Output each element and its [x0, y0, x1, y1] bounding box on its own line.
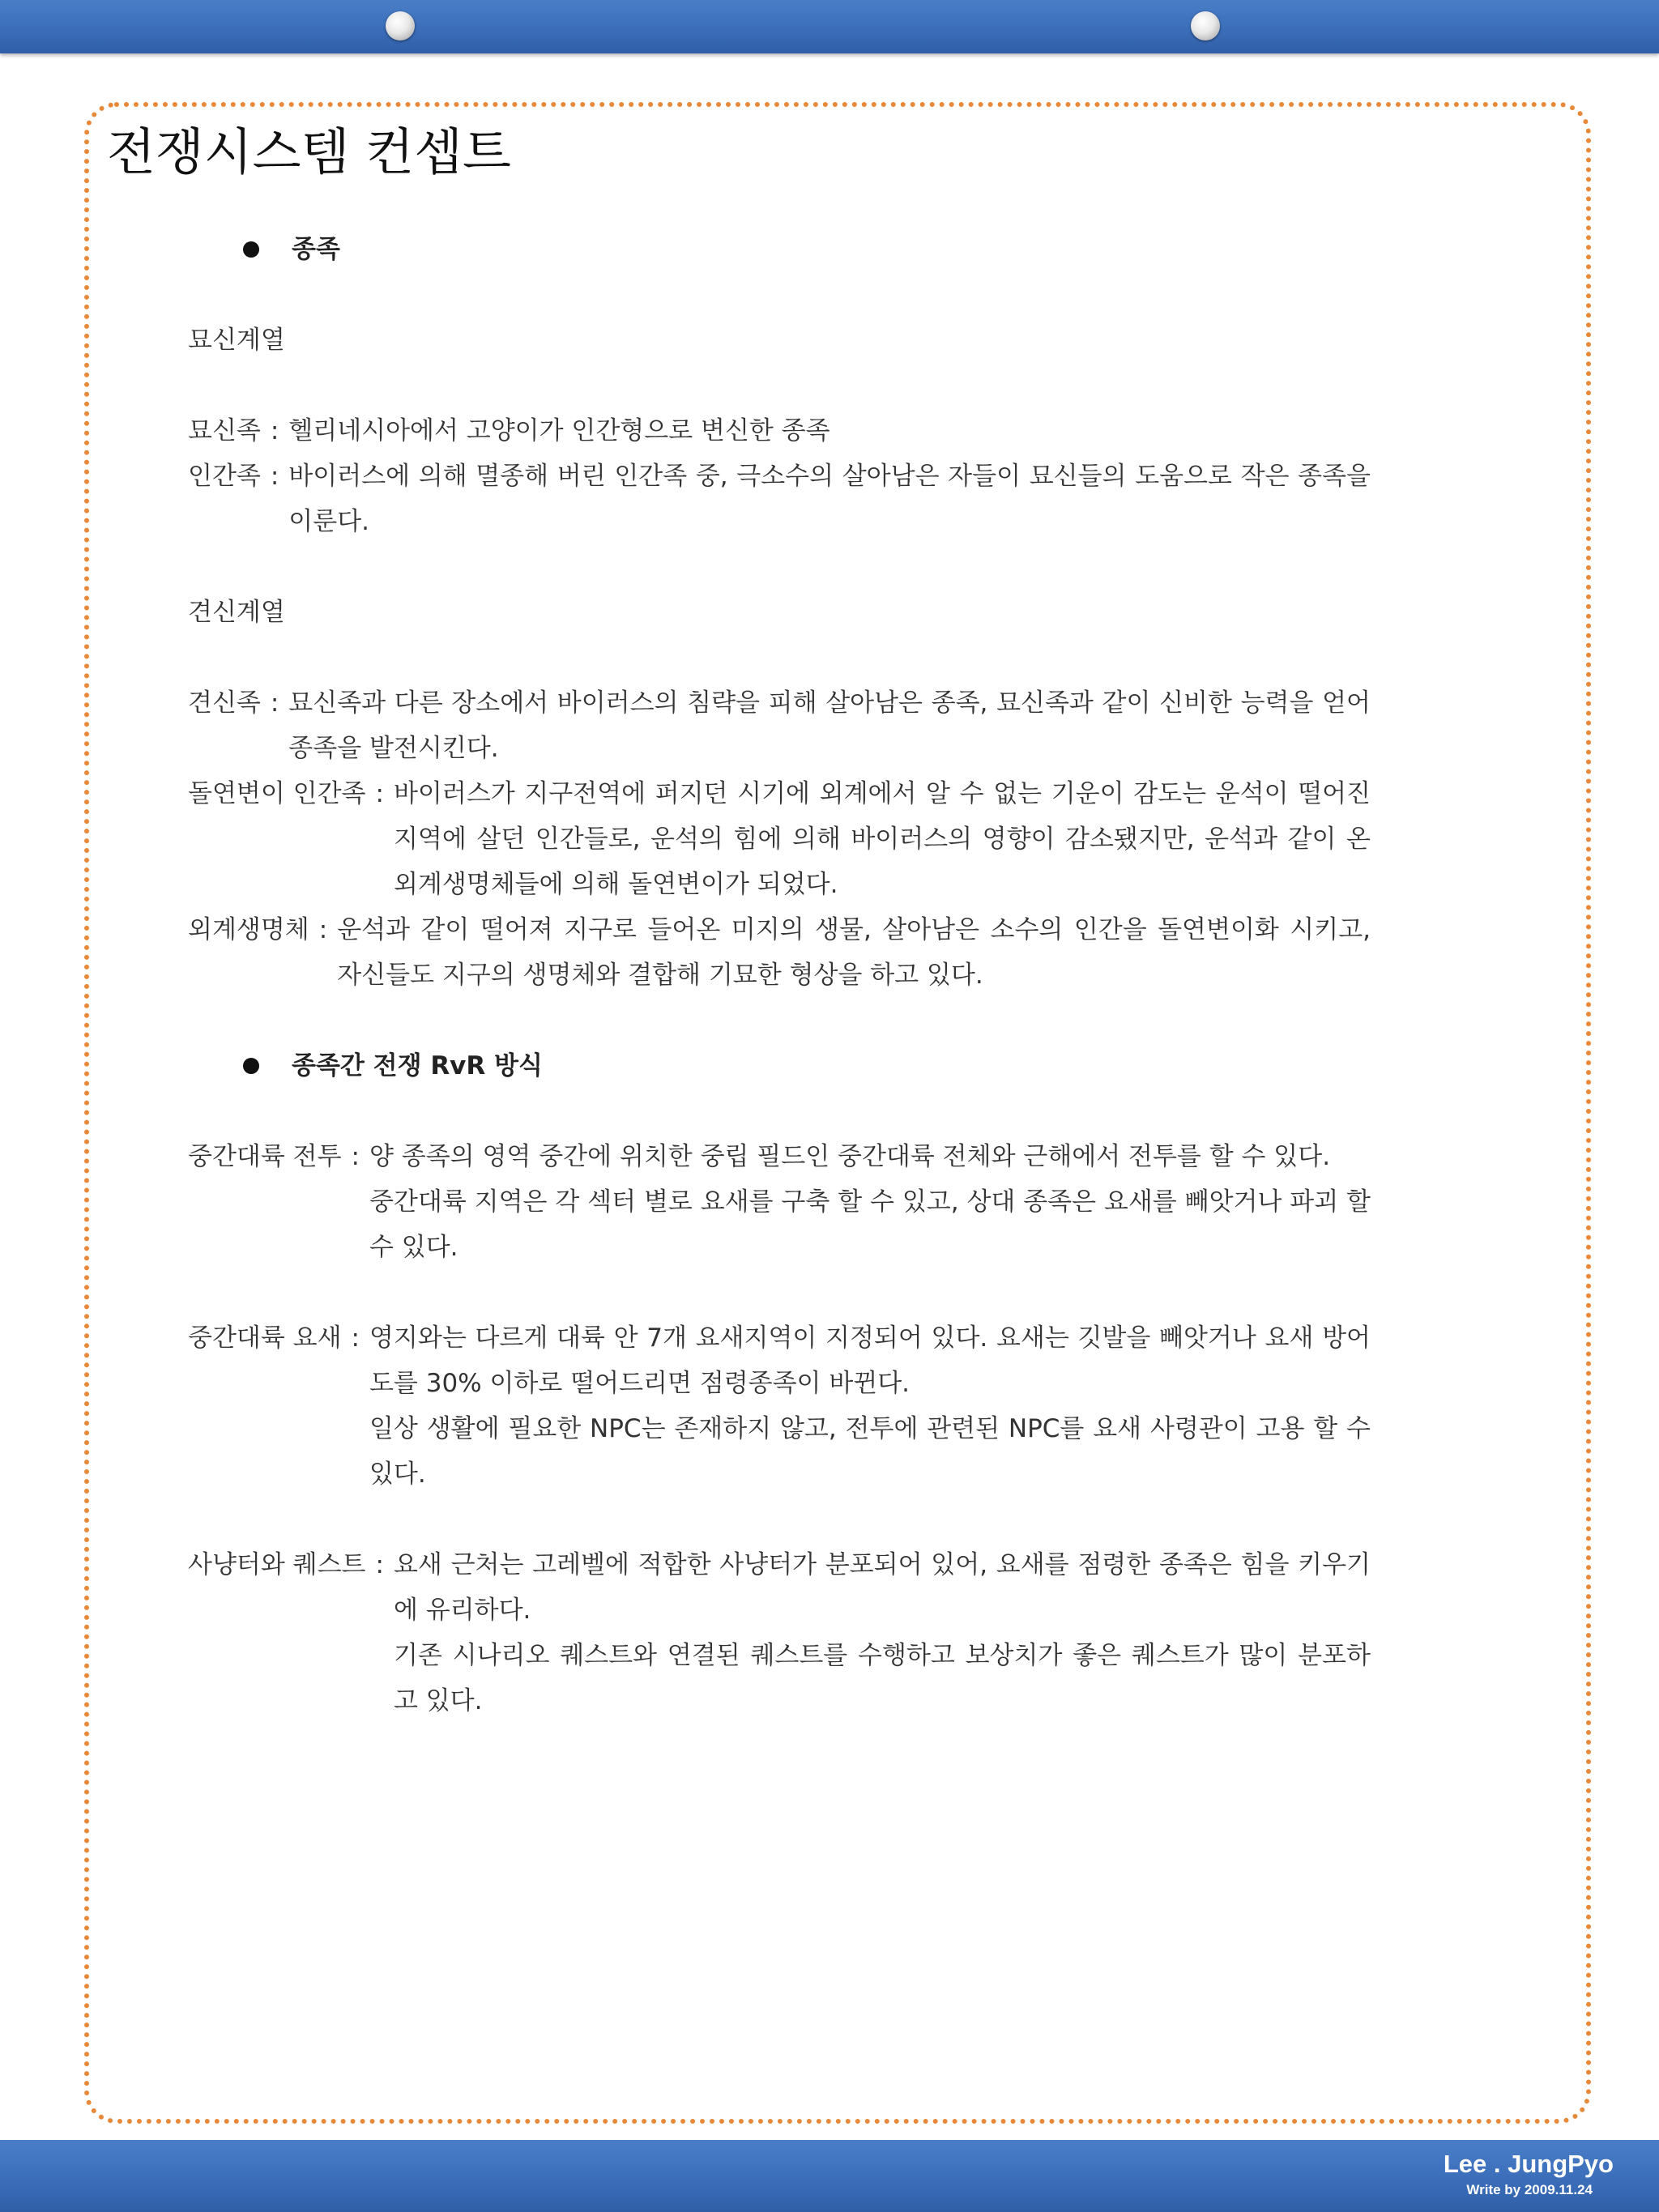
entry-term: 인간족: [188, 462, 261, 491]
group-title: 견신계열: [188, 598, 285, 627]
entry-term: 견신족: [188, 688, 261, 718]
entry-description: 양 종족의 영역 중간에 위치한 중립 필드인 중간대륙 전체와 근해에서 전투를 할 수 있다.: [369, 1142, 1331, 1171]
entry-description: 요새 근처는 고레벨에 적합한 사냥터가 분포되어 있어, 요새를 점령한 종족은 힘을 키우기에 유리하다.: [393, 1550, 1371, 1625]
entry-description: 일상 생활에 필요한 NPC는 존재하지 않고, 전투에 관련된 NPC를 요새 사령관이 고용 할 수 있다.: [369, 1414, 1371, 1489]
race-entry: 묘신족 : 헬리네시아에서 고양이가 인간형으로 변신한 종족: [188, 408, 1371, 454]
bullet-icon: [243, 1058, 259, 1074]
entry-description: 영지와는 다르게 대륙 안 7개 요새지역이 지정되어 있다. 요새는 깃발을 빼앗거나 요새 방어도를 30% 이하로 떨어드리면 점령종족이 바뀐다.: [369, 1323, 1371, 1398]
section-heading-race: [188, 227, 1371, 272]
entry-term: 묘신족: [188, 416, 261, 445]
entry-description: 중간대륙 지역은 각 섹터 별로 요새를 구축 할 수 있고, 상대 종족은 요새를 빼앗거나 파괴 할 수 있다.: [369, 1187, 1371, 1262]
section-heading-text: 종족: [292, 235, 340, 264]
binder-ring-icon: [386, 11, 415, 40]
top-header-bar: [0, 0, 1659, 53]
race-entry: 견신족 : 묘신족과 다른 장소에서 바이러스의 침략을 피해 살아남은 종족, 묘신족과 같이 신비한 능력을 얻어 종족을 발전시킨다.: [188, 680, 1371, 771]
entry-term: 중간대륙 전투: [188, 1142, 342, 1171]
entry-description: 바이러스에 의해 멸종해 버린 인간족 중, 극소수의 살아남은 자들이 묘신들의 도움으로 작은 종족을 이룬다.: [288, 462, 1371, 536]
race-entry: 외계생명체 : 운석과 같이 떨어져 지구로 들어온 미지의 생물, 살아남은 소수의 인간을 돌연변이화 시키고, 자신들도 지구의 생명체와 결합해 기묘한 형상을 하고 있다.: [188, 907, 1371, 998]
entry-description: 기존 시나리오 퀘스트와 연결된 퀘스트를 수행하고 보상치가 좋은 퀘스트가 많이 분포하고 있다.: [393, 1641, 1371, 1715]
entry-description: 운석과 같이 떨어져 지구로 들어온 미지의 생물, 살아남은 소수의 인간을 돌연변이화 시키고, 자신들도 지구의 생명체와 결합해 기묘한 형상을 하고 있다.: [337, 915, 1371, 990]
binder-ring-icon: [1191, 11, 1220, 40]
footer-date: Write by 2009.11.24: [1466, 2182, 1593, 2197]
rvr-entry: 중간대륙 전투 : 양 종족의 영역 중간에 위치한 중립 필드인 중간대륙 전체와 근해에서 전투를 할 수 있다. 중간대륙 지역은 각 섹터 별로 요새를 구축 할 수 있고, 상대 종족은 요새를 빼앗거나 파괴 할 수 있다.: [188, 1134, 1371, 1270]
document-body: [188, 227, 1371, 1724]
entry-term: 사냥터와 퀘스트: [188, 1550, 366, 1579]
bullet-icon: [243, 241, 259, 258]
entry-term: 중간대륙 요새: [188, 1323, 342, 1353]
rvr-entry: 중간대륙 요새 : 영지와는 다르게 대륙 안 7개 요새지역이 지정되어 있다. 요새는 깃발을 빼앗거나 요새 방어도를 30% 이하로 떨어드리면 점령종족이 바뀐다. 일상 생활에 필요한 NPC는 존재하지 않고, 전투에 관련된 NPC를 요새 사령관이 고용 할 수 있다.: [188, 1315, 1371, 1497]
bottom-footer-bar: [0, 2140, 1659, 2212]
group-title: 묘신계열: [188, 326, 285, 355]
rvr-entry: 사냥터와 퀘스트 : 요새 근처는 고레벨에 적합한 사냥터가 분포되어 있어, 요새를 점령한 종족은 힘을 키우기에 유리하다. 기존 시나리오 퀘스트와 연결된 퀘스트를 수행하고 보상치가 좋은 퀘스트가 많이 분포하고 있다.: [188, 1542, 1371, 1724]
section-heading-rvr: [188, 1043, 1371, 1089]
entry-description: 묘신족과 다른 장소에서 바이러스의 침략을 피해 살아남은 종족, 묘신족과 같이 신비한 능력을 얻어 종족을 발전시킨다.: [288, 688, 1371, 763]
entry-term: 외계생명체: [188, 915, 309, 944]
race-entry: 인간족 : 바이러스에 의해 멸종해 버린 인간족 중, 극소수의 살아남은 자들이 묘신들의 도움으로 작은 종족을 이룬다.: [188, 454, 1371, 544]
footer-author: Lee . JungPyo: [1443, 2150, 1614, 2178]
entry-term: 돌연변이 인간족: [188, 779, 366, 808]
race-entry: 돌연변이 인간족 : 바이러스가 지구전역에 퍼지던 시기에 외계에서 알 수 없는 기운이 감도는 운석이 떨어진 지역에 살던 인간들로, 운석의 힘에 의해 바이러스의 영향이 감소됐지만, 운석과 같이 온 외계생명체들에 의해 돌연변이가 되었다.: [188, 771, 1371, 907]
entry-description: 헬리네시아에서 고양이가 인간형으로 변신한 종족: [288, 416, 830, 445]
section-heading-text: 종족간 전쟁 RvR 방식: [292, 1051, 543, 1080]
page-title: 전쟁시스템 컨셉트: [107, 122, 511, 181]
entry-description: 바이러스가 지구전역에 퍼지던 시기에 외계에서 알 수 없는 기운이 감도는 운석이 떨어진 지역에 살던 인간들로, 운석의 힘에 의해 바이러스의 영향이 감소됐지만, 운석과 같이 온 외계생명체들에 의해 돌연변이가 되었다.: [393, 779, 1371, 899]
